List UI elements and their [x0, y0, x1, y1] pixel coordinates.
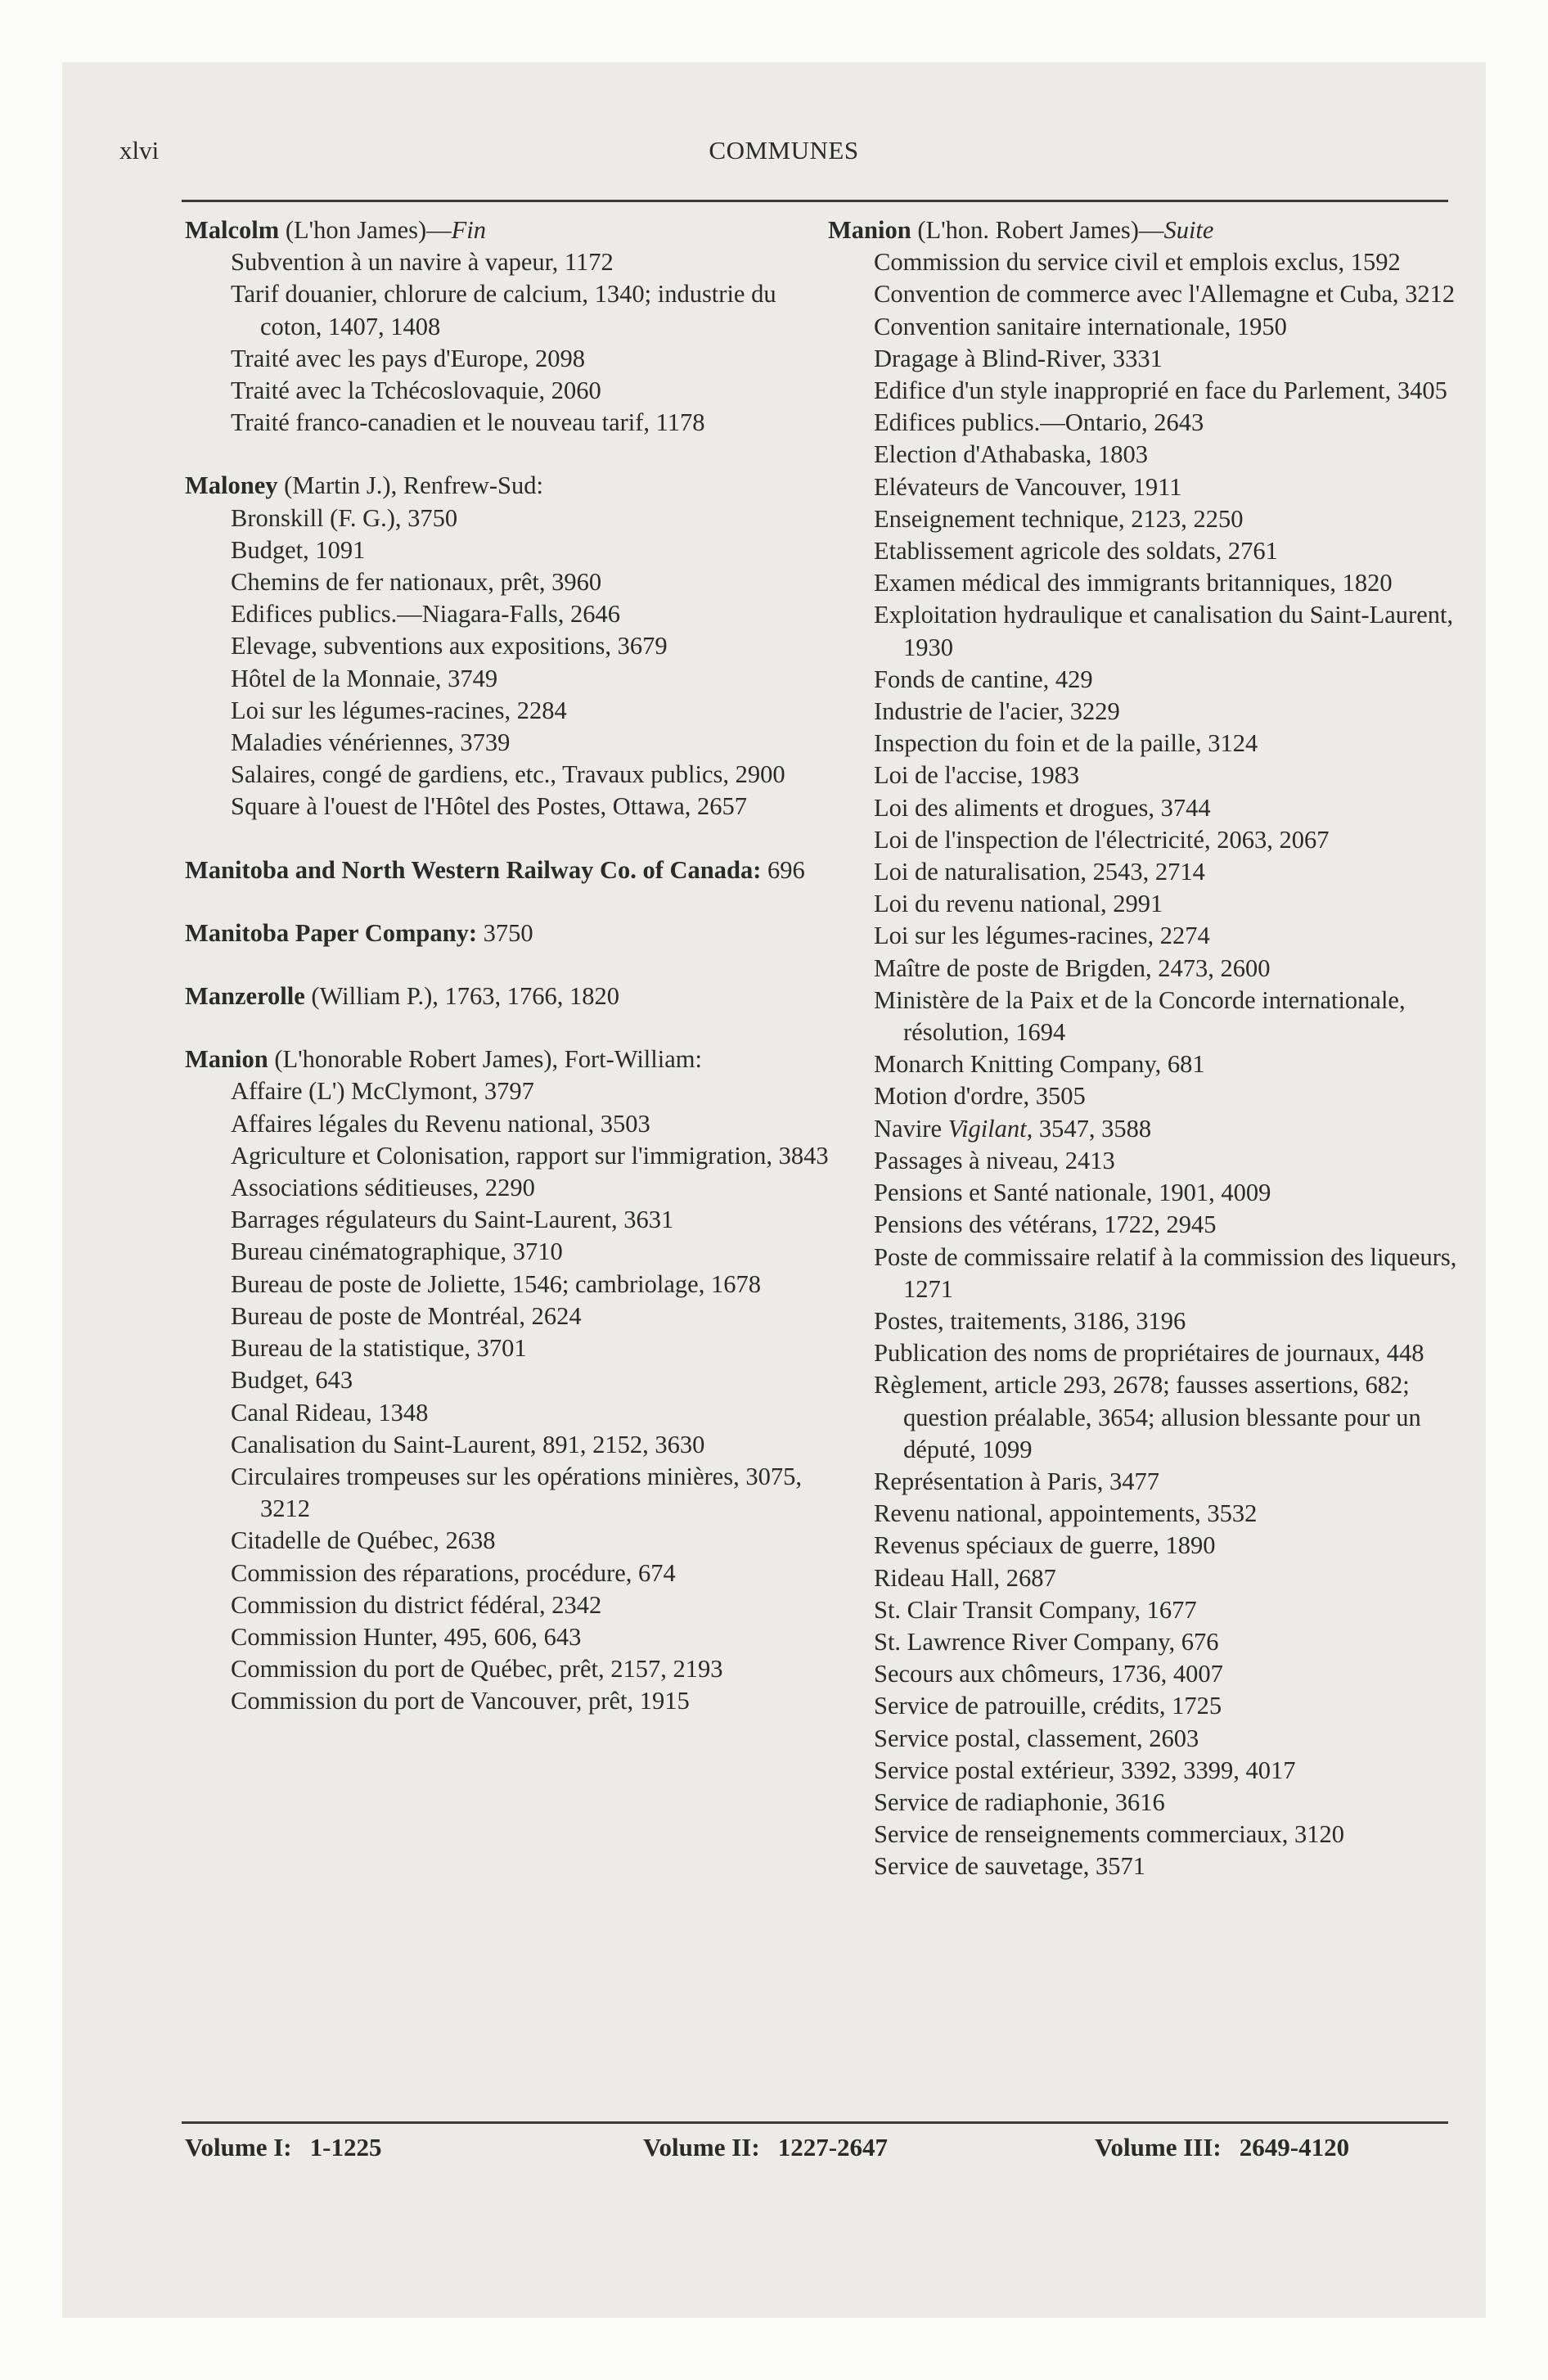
- page-header: [119, 136, 1448, 169]
- index-subentry: [185, 1108, 831, 1140]
- subentry-text: Edifices publics.—Niagara-Falls, 2646: [231, 600, 621, 629]
- entry-spacer: [185, 439, 831, 470]
- index-subentry: [828, 1337, 1474, 1369]
- subentry-text: Canalisation du Saint-Laurent, 891, 2152, 3630: [231, 1430, 705, 1458]
- subentry-text: Square à l'ouest de l'Hôtel des Postes, Ottawa, 2657: [231, 792, 748, 821]
- subentry-text: Elévateurs de Vancouver, 1911: [874, 472, 1182, 501]
- index-subentry: [828, 407, 1474, 439]
- right-index-column: [828, 214, 1474, 1883]
- index-subentry: [828, 535, 1474, 567]
- subentry-text: Bureau de la statistique, 3701: [231, 1334, 527, 1363]
- index-subentry: [828, 1819, 1474, 1850]
- index-subentry: [185, 1140, 831, 1172]
- index-heading: [185, 214, 831, 246]
- index-heading: [185, 917, 831, 949]
- subentry-text: Examen médical des immigrants britanniques, 1820: [874, 569, 1393, 597]
- heading-continuation: Fin: [451, 216, 487, 244]
- index-subentry: [828, 953, 1474, 985]
- subentry-text: Revenu national, appointements, 3532: [874, 1499, 1258, 1528]
- index-subentry: [185, 1525, 831, 1557]
- index-subentry: [185, 727, 831, 759]
- subentry-text: Convention sanitaire internationale, 1950: [874, 312, 1287, 340]
- index-subentry: [185, 1685, 831, 1717]
- index-subentry: [828, 1755, 1474, 1787]
- subentry-text: Représentation à Paris, 3477: [874, 1467, 1159, 1495]
- index-subentry: [828, 1048, 1474, 1080]
- subentry-text: Traité franco-canadien et le nouveau tarif, 1178: [231, 408, 705, 437]
- footer-rule: [182, 2121, 1448, 2124]
- index-subentry: [828, 1850, 1474, 1882]
- index-subentry: [185, 375, 831, 407]
- subentry-text: Exploitation hydraulique et canalisation du Saint-Laurent, 1930: [874, 601, 1454, 661]
- heading-detail: (L'hon. Robert James)—: [911, 216, 1164, 244]
- subentry-text: Rideau Hall, 2687: [874, 1563, 1056, 1592]
- index-subentry: [828, 246, 1474, 278]
- index-subentry: [185, 759, 831, 791]
- subentry-text: Loi du revenu national, 2991: [874, 890, 1163, 918]
- subentry-text: Maître de poste de Brigden, 2473, 2600: [874, 953, 1271, 982]
- subentry-text: Tarif douanier, chlorure de calcium, 1340; industrie du coton, 1407, 1408: [231, 280, 776, 340]
- subentry-text: Revenus spéciaux de guerre, 1890: [874, 1531, 1216, 1560]
- subentry-text: Enseignement technique, 2123, 2250: [874, 504, 1244, 533]
- index-subentry: [828, 1530, 1474, 1562]
- footer-volume-label: Volume II:: [643, 2133, 760, 2161]
- subentry-text: Circulaires trompeuses sur les opérations minières, 3075, 3212: [231, 1462, 802, 1523]
- left-index-column: [185, 214, 831, 1718]
- index-subentry: [185, 1204, 831, 1236]
- subentry-text: Navire: [874, 1114, 948, 1143]
- index-subentry: [185, 1429, 831, 1461]
- subentry-text: Affaire (L') McClymont, 3797: [231, 1077, 534, 1106]
- subentry-text: Loi de naturalisation, 2543, 2714: [874, 858, 1205, 886]
- subentry-text: Salaires, congé de gardiens, etc., Travaux publics, 2900: [231, 760, 785, 789]
- entry-spacer: [185, 886, 831, 917]
- subentry-text: Pensions des vétérans, 1722, 2945: [874, 1210, 1217, 1239]
- index-subentry: [185, 695, 831, 727]
- subentry-text: Bronskill (F. G.), 3750: [231, 503, 458, 532]
- subentry-text: Agriculture et Colonisation, rapport sur l'immigration, 3843: [231, 1141, 829, 1170]
- entry-spacer: [185, 949, 831, 980]
- page-number: xlvi: [119, 136, 160, 165]
- subentry-text: Loi de l'accise, 1983: [874, 761, 1080, 790]
- index-subentry: [185, 1364, 831, 1396]
- running-title: COMMUNES: [709, 136, 859, 165]
- subentry-text: Monarch Knitting Company, 681: [874, 1050, 1205, 1079]
- index-subentry: [185, 1269, 831, 1300]
- subentry-text: Industrie de l'acier, 3229: [874, 697, 1120, 726]
- subentry-text: Associations séditieuses, 2290: [231, 1174, 535, 1202]
- heading-name: Maloney: [185, 471, 278, 500]
- index-subentry: [828, 856, 1474, 888]
- index-subentry: [828, 1305, 1474, 1337]
- index-subentry: [828, 664, 1474, 696]
- subentry-text: Maladies vénériennes, 3739: [231, 728, 511, 757]
- index-subentry: [828, 1658, 1474, 1690]
- index-subentry: [185, 1300, 831, 1332]
- subentry-text: Edifice d'un style inapproprié en face du Parlement, 3405: [874, 376, 1447, 405]
- subentry-text: Etablissement agricole des soldats, 2761: [874, 537, 1278, 566]
- subentry-text: Poste de commissaire relatif à la commission des liqueurs, 1271: [874, 1242, 1457, 1303]
- index-heading: [828, 214, 1474, 246]
- subentry-text: Subvention à un navire à vapeur, 1172: [231, 248, 614, 277]
- footer-volume-range: 1227-2647: [777, 2133, 889, 2161]
- heading-detail: (L'hon James)—: [279, 216, 452, 244]
- index-subentry: [828, 1242, 1474, 1305]
- subentry-text: Service de renseignements commerciaux, 3120: [874, 1820, 1345, 1849]
- index-subentry: [828, 1498, 1474, 1530]
- index-subentry: [185, 1332, 831, 1364]
- index-subentry: [828, 1145, 1474, 1177]
- subentry-text: Postes, traitements, 3186, 3196: [874, 1306, 1186, 1335]
- subentry-text: Commission Hunter, 495, 606, 643: [231, 1622, 582, 1651]
- subentry-text: Commission des réparations, procédure, 674: [231, 1558, 676, 1587]
- index-subentry: [185, 598, 831, 630]
- subentry-text: Bureau cinématographique, 3710: [231, 1237, 563, 1266]
- index-subentry: [185, 663, 831, 695]
- subentry-text: St. Lawrence River Company, 676: [874, 1627, 1219, 1656]
- index-subentry: [828, 567, 1474, 599]
- index-subentry: [828, 1723, 1474, 1755]
- heading-detail: 3750: [476, 918, 533, 947]
- index-subentry: [828, 1080, 1474, 1112]
- subentry-text: Budget, 1091: [231, 535, 366, 564]
- heading-detail: (Martin J.), Renfrew-Sud:: [277, 471, 543, 500]
- subentry-text: Affaires légales du Revenu national, 3503: [231, 1109, 650, 1138]
- heading-detail: 696: [761, 855, 805, 884]
- subentry-text: Budget, 643: [231, 1366, 353, 1395]
- footer-volume-3: [1095, 2133, 1349, 2162]
- subentry-text: Loi des aliments et drogues, 3744: [874, 793, 1211, 822]
- index-subentry: [185, 534, 831, 566]
- subentry-text: Bureau de poste de Montréal, 2624: [231, 1301, 582, 1330]
- index-subentry: [828, 311, 1474, 343]
- subentry-text: Commission du service civil et emplois exclus, 1592: [874, 248, 1401, 277]
- subentry-text: Commission du district fédéral, 2342: [231, 1590, 602, 1619]
- subentry-text: Chemins de fer nationaux, prêt, 3960: [231, 568, 602, 597]
- subentry-text: Motion d'ordre, 3505: [874, 1082, 1086, 1111]
- subentry-text: Passages à niveau, 2413: [874, 1146, 1115, 1174]
- subentry-text: Election d'Athabaska, 1803: [874, 440, 1148, 469]
- subentry-text: Publication des noms de propriétaires de journaux, 448: [874, 1339, 1424, 1368]
- entry-spacer: [185, 823, 831, 854]
- index-subentry: [828, 1209, 1474, 1241]
- heading-continuation: Suite: [1163, 216, 1214, 244]
- subentry-text: Traité avec les pays d'Europe, 2098: [231, 344, 585, 372]
- index-subentry: [828, 728, 1474, 760]
- index-subentry: [828, 1562, 1474, 1594]
- heading-name: Manion: [828, 216, 911, 244]
- heading-name: Manzerolle: [185, 982, 305, 1011]
- index-heading: [185, 854, 831, 886]
- index-subentry: [185, 407, 831, 439]
- index-subentry: [828, 792, 1474, 824]
- subentry-text: Commission du port de Vancouver, prêt, 1915: [231, 1687, 690, 1715]
- index-subentry: [185, 1461, 831, 1525]
- index-subentry: [828, 439, 1474, 471]
- subentry-text: Service de sauvetage, 3571: [874, 1852, 1145, 1881]
- subentry-text: Canal Rideau, 1348: [231, 1398, 429, 1427]
- footer-volume-label: Volume III:: [1095, 2133, 1222, 2161]
- subentry-text: Convention de commerce avec l'Allemagne et Cuba, 3212: [874, 280, 1456, 309]
- index-subentry: [828, 824, 1474, 856]
- index-subentry: [828, 375, 1474, 407]
- index-subentry: [828, 1690, 1474, 1722]
- subentry-text: Citadelle de Québec, 2638: [231, 1526, 496, 1555]
- index-subentry: [828, 471, 1474, 503]
- index-subentry: [185, 1653, 831, 1685]
- index-heading: [185, 470, 831, 502]
- index-subentry: [185, 1172, 831, 1204]
- index-heading: [185, 980, 831, 1012]
- subentry-text: Secours aux chômeurs, 1736, 4007: [874, 1660, 1223, 1688]
- subentry-text: Ministère de la Paix et de la Concorde internationale, résolution, 1694: [874, 985, 1406, 1047]
- subentry-text: Service postal extérieur, 3392, 3399, 4017: [874, 1756, 1296, 1784]
- index-subentry: [828, 920, 1474, 952]
- subentry-text: Inspection du foin et de la paille, 3124: [874, 729, 1258, 758]
- subentry-text: Bureau de poste de Joliette, 1546; cambriolage, 1678: [231, 1269, 761, 1298]
- index-subentry: [185, 1236, 831, 1268]
- index-subentry: [828, 503, 1474, 535]
- heading-detail: (William P.), 1763, 1766, 1820: [304, 982, 620, 1011]
- index-subentry: [185, 791, 831, 823]
- subentry-text: Loi sur les légumes-racines, 2274: [874, 922, 1210, 950]
- subentry-text: Dragage à Blind-River, 3331: [874, 344, 1163, 372]
- heading-name: Manitoba and North Western Railway Co. of Canada:: [185, 855, 762, 884]
- index-subentry: [185, 278, 831, 342]
- index-subentry: [828, 599, 1474, 663]
- index-subentry: [185, 630, 831, 662]
- index-subentry: [185, 1557, 831, 1589]
- subentry-italic: Vigilant,: [947, 1114, 1033, 1143]
- index-heading: [185, 1044, 831, 1075]
- index-subentry: [185, 1621, 831, 1653]
- entry-spacer: [185, 1012, 831, 1044]
- heading-name: Malcolm: [185, 216, 280, 244]
- index-subentry: [828, 343, 1474, 375]
- heading-name: Manion: [185, 1045, 268, 1074]
- index-subentry: [828, 1369, 1474, 1466]
- index-subentry: [828, 760, 1474, 791]
- subentry-text: St. Clair Transit Company, 1677: [874, 1595, 1197, 1624]
- index-subentry: [828, 1594, 1474, 1626]
- index-subentry: [828, 1626, 1474, 1658]
- subentry-pages: 3547, 3588: [1033, 1114, 1152, 1143]
- index-subentry: [828, 696, 1474, 728]
- subentry-text: Fonds de cantine, 429: [874, 665, 1093, 693]
- subentry-text: Hôtel de la Monnaie, 3749: [231, 664, 498, 692]
- footer-volume-label: Volume I:: [185, 2133, 292, 2161]
- index-subentry: [828, 1466, 1474, 1498]
- subentry-text: Pensions et Santé nationale, 1901, 4009: [874, 1179, 1271, 1207]
- index-subentry: [185, 343, 831, 375]
- heading-detail: (L'honorable Robert James), Fort-William:: [268, 1045, 702, 1074]
- index-subentry: [828, 1787, 1474, 1819]
- index-subentry: [185, 566, 831, 598]
- footer-volume-1: [185, 2133, 381, 2162]
- subentry-text: Elevage, subventions aux expositions, 3679: [231, 632, 668, 660]
- index-subentry: [828, 1177, 1474, 1209]
- subentry-text: Traité avec la Tchécoslovaquie, 2060: [231, 376, 601, 405]
- subentry-text: Service de patrouille, crédits, 1725: [874, 1692, 1222, 1720]
- subentry-text: Commission du port de Québec, prêt, 2157, 2193: [231, 1655, 723, 1684]
- subentry-text: Service de radiaphonie, 3616: [874, 1787, 1165, 1816]
- subentry-text: Loi sur les légumes-racines, 2284: [231, 696, 567, 724]
- index-subentry: [185, 246, 831, 278]
- index-subentry: [828, 985, 1474, 1048]
- subentry-text: Loi de l'inspection de l'électricité, 2063, 2067: [874, 825, 1330, 854]
- subentry-text: Edifices publics.—Ontario, 2643: [874, 408, 1204, 437]
- index-subentry: [185, 1075, 831, 1107]
- subentry-text: Règlement, article 293, 2678; fausses assertions, 682; question préalable, 3654; allusion blessante pour un député, 1099: [874, 1371, 1421, 1463]
- index-subentry: [185, 1589, 831, 1621]
- header-rule: [182, 200, 1448, 202]
- index-subentry: [828, 888, 1474, 920]
- index-subentry: [185, 503, 831, 534]
- index-subentry: [828, 1113, 1474, 1145]
- footer-volume-2: [643, 2133, 888, 2162]
- index-subentry: [828, 278, 1474, 310]
- subentry-text: Barrages régulateurs du Saint-Laurent, 3631: [231, 1206, 674, 1234]
- subentry-text: Service postal, classement, 2603: [874, 1724, 1199, 1752]
- heading-name: Manitoba Paper Company:: [185, 918, 477, 947]
- footer-volume-range: 2649-4120: [1239, 2133, 1350, 2161]
- index-subentry: [185, 1397, 831, 1429]
- footer-volume-range: 1-1225: [309, 2133, 382, 2161]
- volume-footer: [185, 2133, 1448, 2170]
